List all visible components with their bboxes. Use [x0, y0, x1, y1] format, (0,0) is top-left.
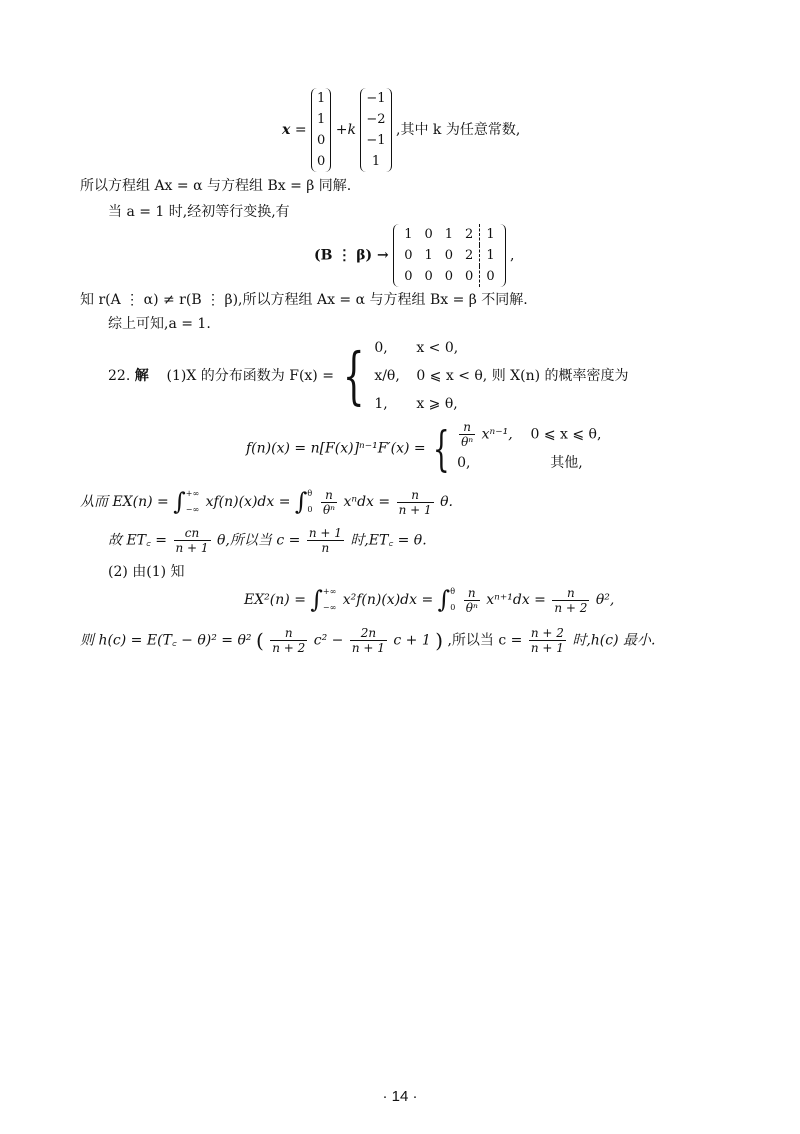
density-case2-expr: 0,	[457, 455, 471, 471]
matrix-cell: 0	[444, 248, 454, 263]
when-a-line: 当 a = 1 时,经初等行变换,有	[108, 204, 290, 220]
h-after: ,所以当 c =	[447, 632, 523, 649]
matrix-cell: 1	[424, 248, 433, 263]
case-value: 1,	[374, 396, 388, 412]
et-end: 时,ET꜀ = θ.	[350, 532, 427, 549]
matrix-block	[314, 224, 515, 287]
x-symbol: x	[282, 122, 291, 138]
fraction: $\frac{n + 2}{n + 1}$	[530, 626, 564, 655]
vector-1-entry: 0	[317, 133, 326, 148]
left-brace: {	[343, 339, 365, 412]
density-case2-cond: 其他,	[550, 455, 583, 471]
integral-sign: ∫	[310, 585, 323, 614]
density-lhs: f(n)(x) = n[F(x)]ⁿ⁻¹F′(x) =	[246, 440, 426, 457]
matrix-cell: 0	[480, 266, 501, 287]
ex2-mid: x²f(n)(x)dx =	[342, 592, 434, 608]
case-condition: x ⩾ θ,	[416, 396, 458, 412]
ex-prefix: 从而 EX(n) =	[80, 494, 169, 510]
second-moment-line: EX²(n) = ∫+∞ −∞ x²f(n)(x)dx = ∫θ 0 $\frac{n}{\text{θⁿ}}$ xⁿ⁺¹dx = $\frac{n}{n + 2}$ θ²,	[244, 585, 615, 615]
fraction: $\frac{n}{\text{θⁿ}}$	[465, 585, 478, 615]
density-line	[246, 420, 601, 477]
matrix-cell: 1	[480, 245, 501, 266]
ex2-end: θ²,	[595, 592, 615, 608]
solution-label: 解	[134, 368, 149, 384]
ex-end: θ.	[440, 494, 453, 510]
matrix-cell: 1	[480, 224, 501, 245]
vector-2	[360, 88, 391, 172]
matrix-cell: 0	[404, 269, 413, 284]
et-line	[108, 526, 427, 555]
row-reduced-matrix	[393, 224, 505, 287]
h-mid2: c + 1	[393, 632, 431, 649]
h-end: 时,h(c) 最小.	[572, 632, 656, 649]
h-mid: c² −	[313, 632, 344, 649]
matrix-cell: 0	[444, 269, 454, 284]
same-solution-line: 所以方程组 Ax = α 与方程组 Bx = β 同解.	[80, 178, 352, 194]
vector-1	[311, 88, 331, 172]
density-cases	[457, 420, 601, 477]
left-brace: {	[432, 420, 450, 477]
matrix-tail: ,	[510, 247, 515, 264]
vector-solution-line	[282, 88, 520, 172]
matrix-cell: 1	[404, 227, 413, 242]
rank-line: 知 r(A ⋮ α) ≠ r(B ⋮ β),所以方程组 Ax = α 与方程组 Bx = β 不同解.	[80, 292, 528, 308]
expectation-line: 从而 EX(n) = ∫+∞ −∞ xf(n)(x)dx = ∫θ 0 $\frac{n}{\text{θⁿ}}$ xⁿdx = $\frac{n}{n + 1}$ θ.	[80, 487, 453, 517]
vector-2-entry: −1	[366, 91, 386, 106]
integral-sign: ∫	[173, 487, 186, 516]
problem-22-intro	[108, 334, 629, 418]
ex2-lhs: EX²(n) =	[244, 592, 306, 608]
matrix-cell: 2	[465, 248, 474, 263]
ex2-mid2: xⁿ⁺¹dx =	[486, 592, 546, 608]
fraction: $\frac{n}{n + 1}$	[398, 487, 432, 517]
ex-mid2: xⁿdx =	[343, 494, 391, 510]
h-prefix: 则 h(c) = E(T꜀ − θ)² = θ²	[80, 632, 252, 649]
fraction: $\frac{n}{\text{θⁿ}}$	[461, 420, 474, 449]
fraction: $\frac{cn}{n + 1}$	[175, 526, 209, 555]
fraction: $\frac{n}{n + 2}$	[272, 626, 306, 655]
density-case1-expr: xⁿ⁻¹,	[481, 426, 513, 443]
vector-1-entry: 0	[317, 154, 326, 169]
integral-sign: ∫	[437, 585, 451, 614]
part-2-label: (2) 由(1) 知	[108, 564, 185, 580]
matrix-cell: 0	[424, 269, 433, 284]
vector-2-entry: 1	[371, 154, 381, 169]
matrix-cell: 1	[444, 227, 454, 242]
fraction: $\frac{n + 1}{n}$	[308, 526, 342, 555]
equals-sign: =	[294, 122, 307, 138]
case-condition: x < 0,	[416, 340, 459, 356]
vector-1-entry: 1	[317, 112, 326, 127]
conclusion-line: 综上可知,a = 1.	[108, 316, 211, 332]
problem-number: 22.	[108, 368, 131, 384]
integral-sign: ∫	[294, 487, 308, 516]
augmented-label: (B ⋮ β) →	[314, 247, 389, 264]
matrix-cell: 0	[404, 248, 413, 263]
case-value: 0,	[374, 340, 388, 356]
cdf-after: 则 X(n) 的概率密度为	[491, 368, 629, 384]
fraction: $\frac{n}{n + 2}$	[554, 585, 588, 615]
cdf-cases	[374, 334, 487, 418]
matrix-cell: 2	[465, 227, 474, 242]
matrix-cell: 0	[465, 269, 474, 284]
vector-1-entry: 1	[317, 91, 326, 106]
page-number: · 14 ·	[382, 1088, 418, 1105]
case-value: x/θ,	[374, 368, 400, 384]
density-case1-cond: 0 ⩽ x ⩽ θ,	[530, 426, 602, 443]
et-prefix: 故 ET꜀ =	[108, 532, 168, 549]
case-condition: 0 ⩽ x < θ,	[416, 368, 488, 384]
et-mid: θ,所以当 c =	[217, 532, 301, 549]
matrix-cell: 0	[424, 227, 433, 242]
fraction: $\frac{n}{\text{θⁿ}}$	[322, 487, 336, 517]
h-function-line: 则 h(c) = E(T꜀ − θ)² = θ² ( $\frac{n}{n + 2}$ c² − $\frac{2n}{n + 1}$ c + 1 ) ,所以当 c = $\frac{n + 2}{n + 1}$ 时,h(c) 最小.	[80, 626, 656, 655]
cdf-intro: (1)X 的分布函数为 F(x) =	[166, 368, 334, 384]
vector-2-entry: −2	[366, 112, 386, 127]
vector-tail-text: ,其中 k 为任意常数,	[396, 122, 521, 138]
plus-k: +k	[335, 122, 356, 138]
ex-mid: xf(n)(x)dx =	[205, 494, 291, 510]
fraction: $\frac{2n}{n + 1}$	[351, 626, 385, 655]
vector-2-entry: −1	[366, 133, 386, 148]
